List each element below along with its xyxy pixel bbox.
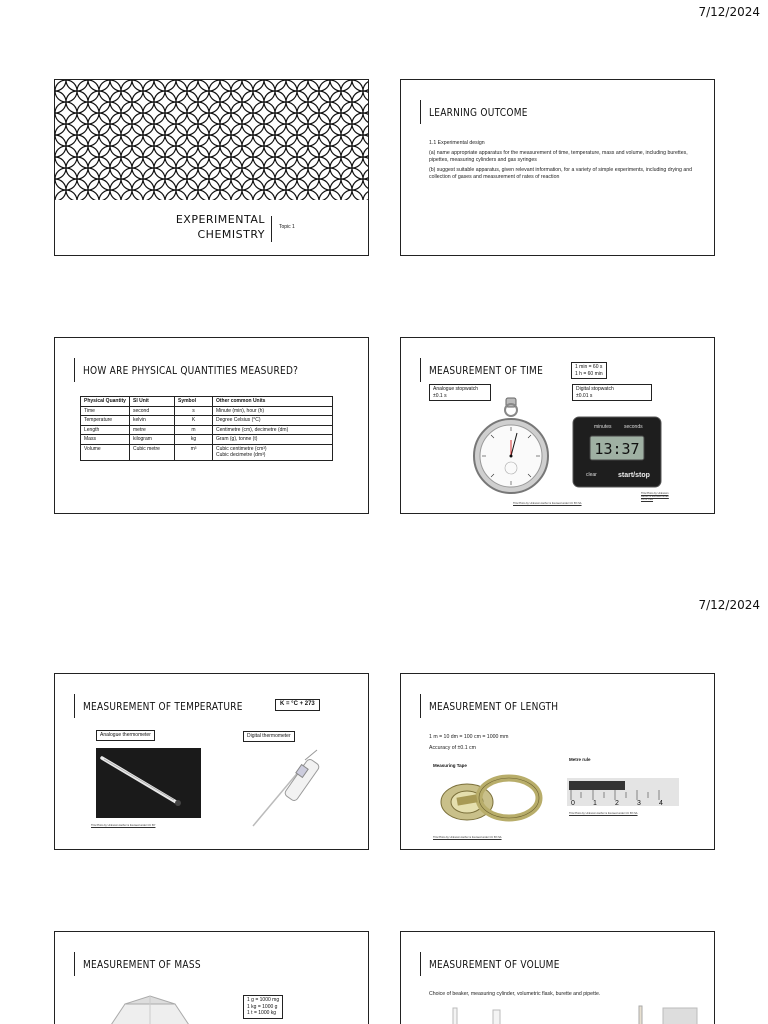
- heading-bar: [74, 358, 75, 382]
- ruler-tick-3: 3: [637, 800, 641, 807]
- measuring-tape-label: Measuring Tape: [433, 763, 467, 768]
- title-divider: [271, 216, 272, 242]
- balance-image: [95, 994, 205, 1024]
- outcome-body: [429, 140, 704, 181]
- label-line-2: ±0.1 s: [433, 392, 447, 399]
- cell-quantity: Length: [81, 425, 130, 435]
- digital-stopwatch-label: [572, 384, 652, 401]
- cell-quantity: Time: [81, 406, 130, 416]
- cell-symbol: m: [175, 425, 213, 435]
- metre-rule-label: Metre rule: [569, 757, 591, 762]
- heading-text: MEASUREMENT OF LENGTH: [429, 699, 559, 713]
- mass-conversion-box: [243, 995, 283, 1019]
- ruler-tick-2: 2: [615, 800, 619, 807]
- outcome-line-1: 1.1 Experimental design: [429, 140, 485, 146]
- col-quantity-header: Physical Quantity: [81, 397, 130, 407]
- photo-credit: This Photo by Unknown Author is licensed under CC BY: [91, 824, 156, 827]
- measuring-tape-image: [437, 770, 547, 832]
- heading-bar: [74, 952, 75, 976]
- slide-heading: [74, 952, 227, 976]
- photo-credit: This Photo by Unknown Author is licensed under CC BY-SA: [513, 502, 582, 505]
- label-line-1: Digital stopwatch: [576, 386, 614, 392]
- clear-button-label: clear: [586, 472, 597, 478]
- heading-text: HOW ARE PHYSICAL QUANTITIES MEASURED?: [83, 363, 299, 377]
- quantities-table: [80, 396, 333, 461]
- table-row: [81, 406, 333, 416]
- analogue-stopwatch-image: [471, 396, 551, 496]
- cell-symbol: kg: [175, 435, 213, 445]
- digital-stopwatch-image: [572, 416, 662, 488]
- col-unit-header: SI Unit: [130, 397, 175, 407]
- length-conversion: 1 m = 10 dm = 100 cm = 1000 mm: [429, 734, 509, 740]
- slide-heading: [420, 694, 587, 718]
- slide-measurement-temperature: [54, 673, 369, 850]
- start-stop-button-label: start/stop: [618, 472, 650, 479]
- cell-other-units: Cubic centimetre (cm³) Cubic decimetre (dm³): [213, 444, 333, 460]
- cell-quantity: Volume: [81, 444, 130, 460]
- ruler-tick-1: 1: [593, 800, 597, 807]
- slide-measurement-volume: [400, 931, 715, 1024]
- title-line-2: CHEMISTRY: [197, 228, 265, 241]
- metre-rule-image: [567, 778, 679, 810]
- cell-quantity: Mass: [81, 435, 130, 445]
- outcome-line-3: (b) suggest suitable apparatus, given relevant information, for a variety of simple experiments, including drying and collection of gases and measurement of rates of reaction: [429, 167, 692, 181]
- cell-symbol: s: [175, 406, 213, 416]
- conversion-line-2: 1 h = 60 min: [575, 370, 603, 377]
- outcome-line-2: (a) name appropriate apparatus for the measurement of time, temperature, mass and volume, including burettes, pipettes, measuring cylinders and gas syringes: [429, 150, 688, 164]
- cell-symbol: K: [175, 416, 213, 426]
- slide-heading: [420, 358, 568, 382]
- ruler-tick-0: 0: [571, 800, 575, 807]
- slide-heading: [420, 100, 549, 124]
- analogue-thermometer-label: Analogue thermometer: [96, 730, 155, 741]
- title-heading: [176, 212, 265, 242]
- slide-measurement-time: [400, 337, 715, 514]
- volume-apparatus-images: [441, 1004, 701, 1024]
- slide-measurement-length: [400, 673, 715, 850]
- slide-physical-quantities: [54, 337, 369, 514]
- cell-unit: Cubic metre: [130, 444, 175, 460]
- conversion-line-1: 1 min = 60 s: [575, 364, 603, 370]
- seconds-button-label: seconds: [624, 424, 643, 430]
- heading-bar: [420, 100, 421, 124]
- photo-credit-ruler: This Photo by Unknown Author is licensed under CC BY-SA: [569, 812, 638, 815]
- cell-other-units: Centimetre (cm), decimetre (dm): [213, 425, 333, 435]
- cell-symbol: m³: [175, 444, 213, 460]
- slide-heading: [74, 358, 345, 382]
- conversion-line-1: 1 g = 1000 mg: [247, 997, 280, 1003]
- cell-quantity: Temperature: [81, 416, 130, 426]
- page-date-top: 7/12/2024: [698, 5, 760, 19]
- cell-unit: kilogram: [130, 435, 175, 445]
- stopwatch-display: 13:37: [594, 440, 640, 458]
- minutes-button-label: minutes: [594, 424, 612, 430]
- cell-other-units: Minute (min), hour (h): [213, 406, 333, 416]
- heading-bar: [420, 694, 421, 718]
- slide-heading: [74, 694, 278, 718]
- table-row: [81, 425, 333, 435]
- kelvin-formula-box: K = °C + 273: [275, 699, 320, 711]
- heading-text: MEASUREMENT OF MASS: [83, 957, 201, 971]
- digital-thermometer-image: [243, 746, 333, 836]
- heading-bar: [420, 952, 421, 976]
- heading-bar: [420, 358, 421, 382]
- col-symbol-header: Symbol: [175, 397, 213, 407]
- photo-credit-tape: This Photo by Unknown Author is licensed under CC BY-SA: [433, 836, 502, 839]
- heading-text: MEASUREMENT OF VOLUME: [429, 957, 560, 971]
- analogue-thermometer-image: [96, 748, 201, 818]
- topic-label: Topic 1: [279, 224, 295, 230]
- time-conversion-box: [571, 362, 607, 379]
- slide-heading: [420, 952, 588, 976]
- conversion-line-2: 1 kg = 1000 g: [247, 1003, 278, 1010]
- cell-unit: metre: [130, 425, 175, 435]
- conversion-line-3: 1 t = 1000 kg: [247, 1010, 277, 1016]
- volume-apparatus-text: Choice of beaker, measuring cylinder, volumetric flask, burette and pipette.: [429, 991, 601, 997]
- cell-unit: second: [130, 406, 175, 416]
- slide-learning-outcome: [400, 79, 715, 256]
- ruler-tick-4: 4: [659, 800, 663, 807]
- slide-title: [54, 79, 369, 256]
- title-line-1: EXPERIMENTAL: [175, 213, 265, 226]
- col-other-units-header: Other common Units: [213, 397, 333, 407]
- circle-pattern-graphic: [55, 80, 369, 200]
- label-line-1: Analogue stopwatch: [433, 386, 479, 392]
- table-row: [81, 444, 333, 460]
- photo-credit-side: This Photo by Unknown Author is licensed under CC BY-SA: [641, 492, 669, 501]
- table-row: [81, 416, 333, 426]
- heading-text: MEASUREMENT OF TEMPERATURE: [83, 699, 243, 713]
- heading-bar: [74, 694, 75, 718]
- cell-unit: kelvin: [130, 416, 175, 426]
- page-date-bottom: 7/12/2024: [698, 598, 760, 612]
- slide-measurement-mass: [54, 931, 369, 1024]
- length-accuracy: Accuracy of ±0.1 cm: [429, 745, 476, 751]
- cell-other-units: Degree Celsius (°C): [213, 416, 333, 426]
- heading-text: LEARNING OUTCOME: [429, 105, 528, 119]
- heading-text: MEASUREMENT OF TIME: [429, 363, 544, 377]
- digital-thermometer-label: Digital thermometer: [243, 731, 295, 742]
- label-line-2: ±0.01 s: [576, 392, 593, 399]
- cell-other-units: Gram (g), tonne (t): [213, 435, 333, 445]
- table-row: [81, 435, 333, 445]
- table-header-row: [81, 397, 333, 407]
